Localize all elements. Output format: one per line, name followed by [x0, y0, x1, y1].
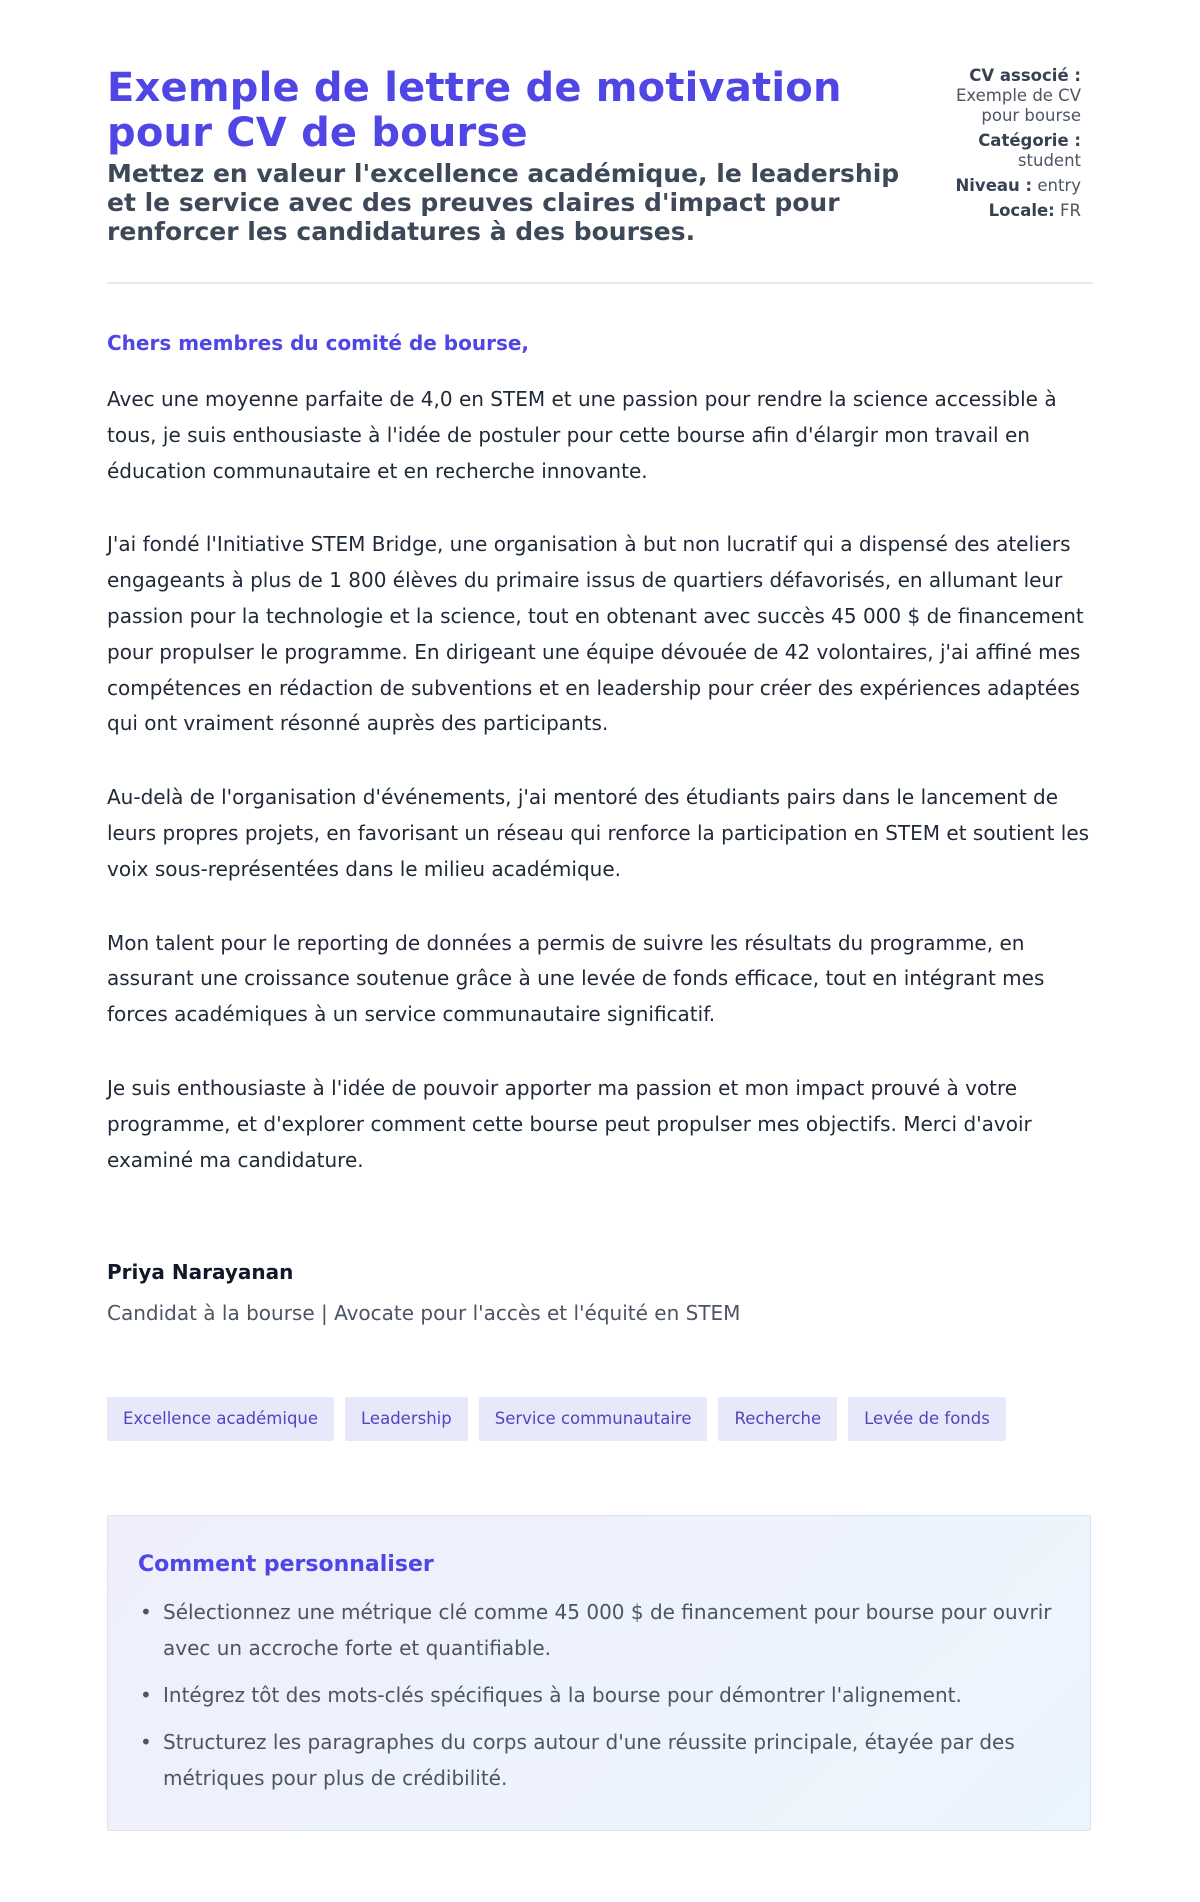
tag-community-service: Service communautaire	[479, 1397, 708, 1441]
letter-greeting: Chers membres du comité de bourse,	[107, 331, 530, 355]
meta-cv-value: Exemple de CV pour bourse	[955, 86, 1081, 125]
meta-locale-value: FR	[1060, 201, 1081, 220]
letter-body	[107, 328, 1093, 1178]
tips-item-text: Intégrez tôt des mots-clés spécifiques à la bourse pour démontrer l'alignement.	[163, 1683, 962, 1707]
page-title: Exemple de lettre de motivation pour CV de bourse	[107, 65, 842, 156]
meta-category	[922, 131, 1081, 171]
bullet-icon: •	[140, 1730, 152, 1754]
letter-paragraph: Au-delà de l'organisation d'événements, j'ai mentoré des étudiants pairs dans le lancement de leurs propres projets, en favorisant un réseau qui renforce la participation en STEM et soutient les voix sous-représentées dans le milieu académique.	[107, 785, 1090, 881]
page-subtitle: Mettez en valeur l'excellence académique, le leadership et le service avec des preuves claires d'impact pour renforcer les candidatures à des bourses.	[107, 159, 900, 246]
page-header	[107, 0, 1093, 246]
tag-research: Recherche	[718, 1397, 837, 1441]
meta-category-value: student	[1017, 151, 1081, 170]
cover-letter-page	[107, 0, 1093, 1790]
letter-paragraph: Mon talent pour le reporting de données a permis de suivre les résultats du programme, en assurant une croissance soutenue grâce à une levée de fonds efficace, tout en intégrant mes forces académiques à un service communautaire significatif.	[107, 930, 1045, 1027]
header-titles	[107, 66, 922, 246]
tag-academic-excellence: Excellence académique	[107, 1397, 334, 1441]
meta-locale-label: Locale:	[988, 201, 1055, 220]
bullet-icon: •	[140, 1600, 152, 1624]
signature-name: Priya Narayanan	[107, 1260, 294, 1284]
customization-tips-box	[107, 1515, 1091, 1831]
meta-level	[922, 176, 1081, 196]
meta-associated-cv	[922, 66, 1081, 126]
tips-item-text: Sélectionnez une métrique clé comme 45 000 $ de financement pour bourse pour ouvrir avec un accroche forte et quantifiable.	[163, 1600, 1052, 1660]
tag-list	[107, 1397, 1006, 1441]
tips-item	[138, 1594, 1060, 1666]
meta-locale	[922, 201, 1081, 221]
meta-level-value: entry	[1037, 176, 1081, 195]
signature-block	[107, 1257, 1093, 1328]
header-divider	[107, 282, 1093, 284]
tips-item	[138, 1677, 1060, 1713]
tips-item-text: Structurez les paragraphes du corps autour d'une réussite principale, étayée par des métriques pour plus de crédibilité.	[163, 1730, 1015, 1790]
meta-cv-label: CV associé :	[969, 66, 1081, 85]
tips-list	[138, 1594, 1060, 1796]
meta-level-label: Niveau :	[955, 176, 1033, 195]
signature-role: Candidat à la bourse | Avocate pour l'accès et l'équité en STEM	[107, 1301, 741, 1325]
tag-leadership: Leadership	[345, 1397, 468, 1441]
meta-category-label: Catégorie :	[978, 131, 1081, 150]
tips-item	[138, 1724, 1060, 1796]
tag-fundraising: Levée de fonds	[848, 1397, 1006, 1441]
bullet-icon: •	[140, 1683, 152, 1707]
letter-paragraph: J'ai fondé l'Initiative STEM Bridge, une organisation à but non lucratif qui a dispensé des ateliers engageants à plus de 1 800 élèves du primaire issus de quartiers défavorisés, en allumant leur passion pour la technologie et la science, tout en obtenant avec succès 45 000 $ de financement pour propulser le programme. En dirigeant une équipe dévouée de 42 volontaires, j'ai affiné mes compétences en rédaction de subventions et en leadership pour créer des expériences adaptées qui ont vraiment résonné auprès des participants.	[107, 532, 1084, 736]
tips-title: Comment personnaliser	[138, 1552, 434, 1577]
meta-panel	[922, 66, 1081, 226]
letter-paragraph: Je suis enthousiaste à l'idée de pouvoir apporter ma passion et mon impact prouvé à votre programme, et d'explorer comment cette bourse peut propulser mes objectifs. Merci d'avoir examiné ma candidature.	[107, 1075, 1032, 1172]
letter-paragraph: Avec une moyenne parfaite de 4,0 en STEM et une passion pour rendre la science accessible à tous, je suis enthousiaste à l'idée de postuler pour cette bourse afin d'élargir mon travail en éducation communautaire et en recherche innovante.	[107, 387, 1057, 483]
